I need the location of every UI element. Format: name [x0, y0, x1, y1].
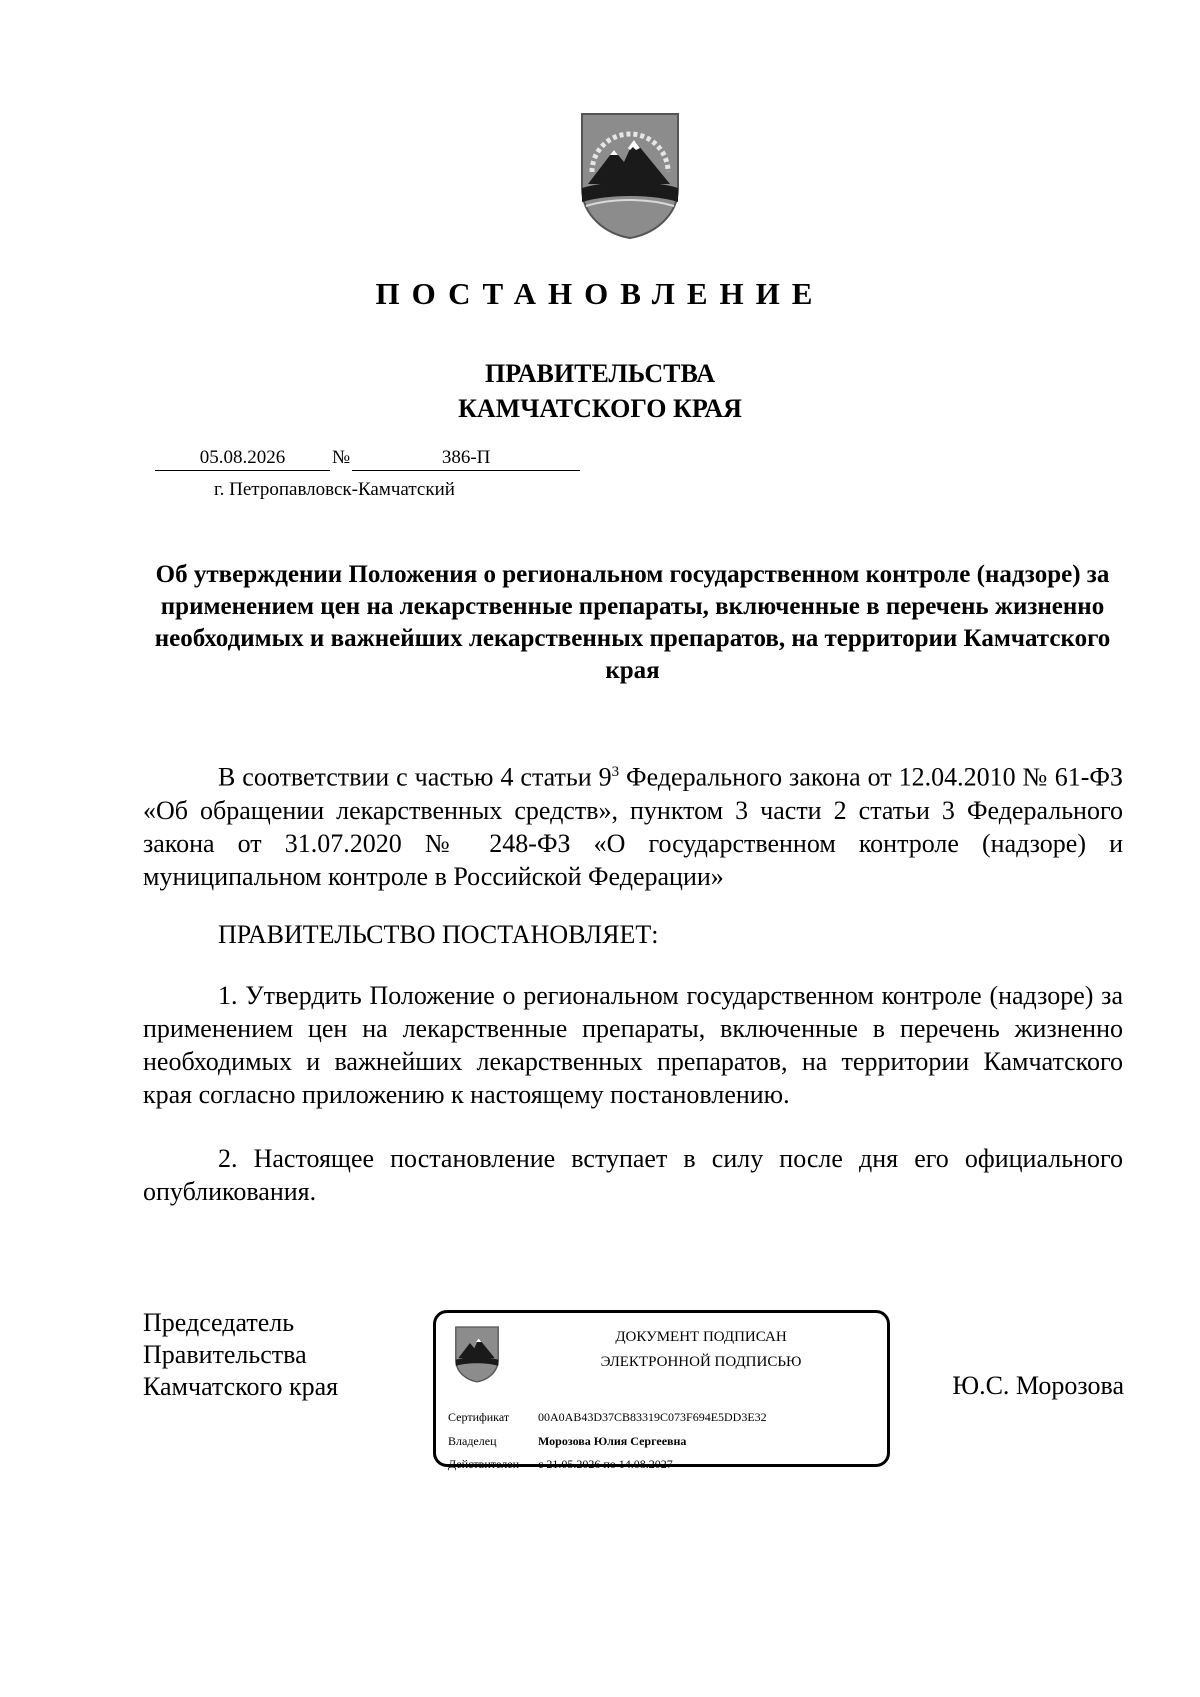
legal-basis-paragraph [143, 756, 1123, 893]
stamp-validity-row [448, 1457, 673, 1472]
stamp-certificate-row [448, 1410, 767, 1425]
stamp-coat-of-arms-icon [454, 1322, 500, 1386]
basis-text-start: В соответствии с частью 4 статьи 9 [218, 762, 612, 792]
signatory-position-line-2: Правительства [143, 1340, 307, 1369]
decree-phrase: ПРАВИТЕЛЬСТВО ПОСТАНОВЛЯЕТ: [218, 920, 659, 949]
city: г. Петропавловск-Камчатский [214, 479, 455, 500]
certificate-value: 00A0AB43D37CB83319C073F694E5DD3E32 [538, 1410, 767, 1424]
electronic-signature-stamp [433, 1310, 890, 1471]
stamp-heading-line-1: ДОКУМЕНТ ПОДПИСАН [615, 1329, 787, 1345]
basis-text-end: Федерального закона от 12.04.2010 № 61-ФЗ «Об обращении лекарственных средств», пунктом 3 части 2 статьи 3 Федерального закона от 31.07.2020 № 248-ФЗ «О государственном контроле (надзоре) и муниципальном контроле в Российской Федерации» [143, 762, 1123, 891]
stamp-emblem [454, 1322, 500, 1386]
document-title: Об утверждении Положения о региональном государственном контроле (надзоре) за применением цен на лекарственные препараты, включенные в перечень жизненно необходимых и важнейших лекарственных препаратов, на территории Камчатского края [154, 561, 1111, 684]
validity-label: Действителен [448, 1457, 520, 1471]
stamp-heading [531, 1325, 871, 1375]
basis-superscript: 3 [611, 764, 620, 780]
coat-of-arms-emblem [578, 110, 682, 240]
stamp-owner-row [448, 1434, 686, 1449]
item-2: 2. Настоящее постановление вступает в силу после дня его официального опубликования. [143, 1144, 1123, 1206]
number-label: № [332, 447, 351, 468]
item-1: 1. Утвердить Положение о региональном государственном контроле (надзоре) за применением цен на лекарственные препараты, включенные в перечень жизненно необходимых и важнейших лекарственных препаратов, на территории Камчатского края согласно приложению к настоящему постановлению. [143, 981, 1123, 1109]
signatory-position [143, 1307, 338, 1403]
signatory-position-line-3: Камчатского края [143, 1372, 339, 1401]
document-date: 05.08.2026 [155, 447, 330, 471]
signatory-position-line-1: Председатель [143, 1308, 295, 1337]
issuer-line-2: КАМЧАТСКОГО КРАЯ [458, 394, 742, 423]
certificate-label: Сертификат [448, 1410, 510, 1424]
document-number: 386-П [352, 447, 580, 471]
validity-value: с 21.05.2026 по 14.08.2027 [538, 1457, 673, 1471]
owner-value: Морозова Юлия Сергеевна [538, 1434, 687, 1448]
signer-name: Ю.С. Морозова [952, 1371, 1124, 1400]
stamp-heading-line-2: ЭЛЕКТРОННОЙ ПОДПИСЬЮ [600, 1354, 802, 1370]
issuer-line-1: ПРАВИТЕЛЬСТВА [485, 359, 715, 388]
owner-label: Владелец [448, 1434, 497, 1448]
issuer [0, 356, 1200, 426]
document-type: ПОСТАНОВЛЕНИЕ [375, 276, 825, 311]
coat-of-arms-icon [578, 110, 682, 240]
document-meta [155, 447, 580, 471]
